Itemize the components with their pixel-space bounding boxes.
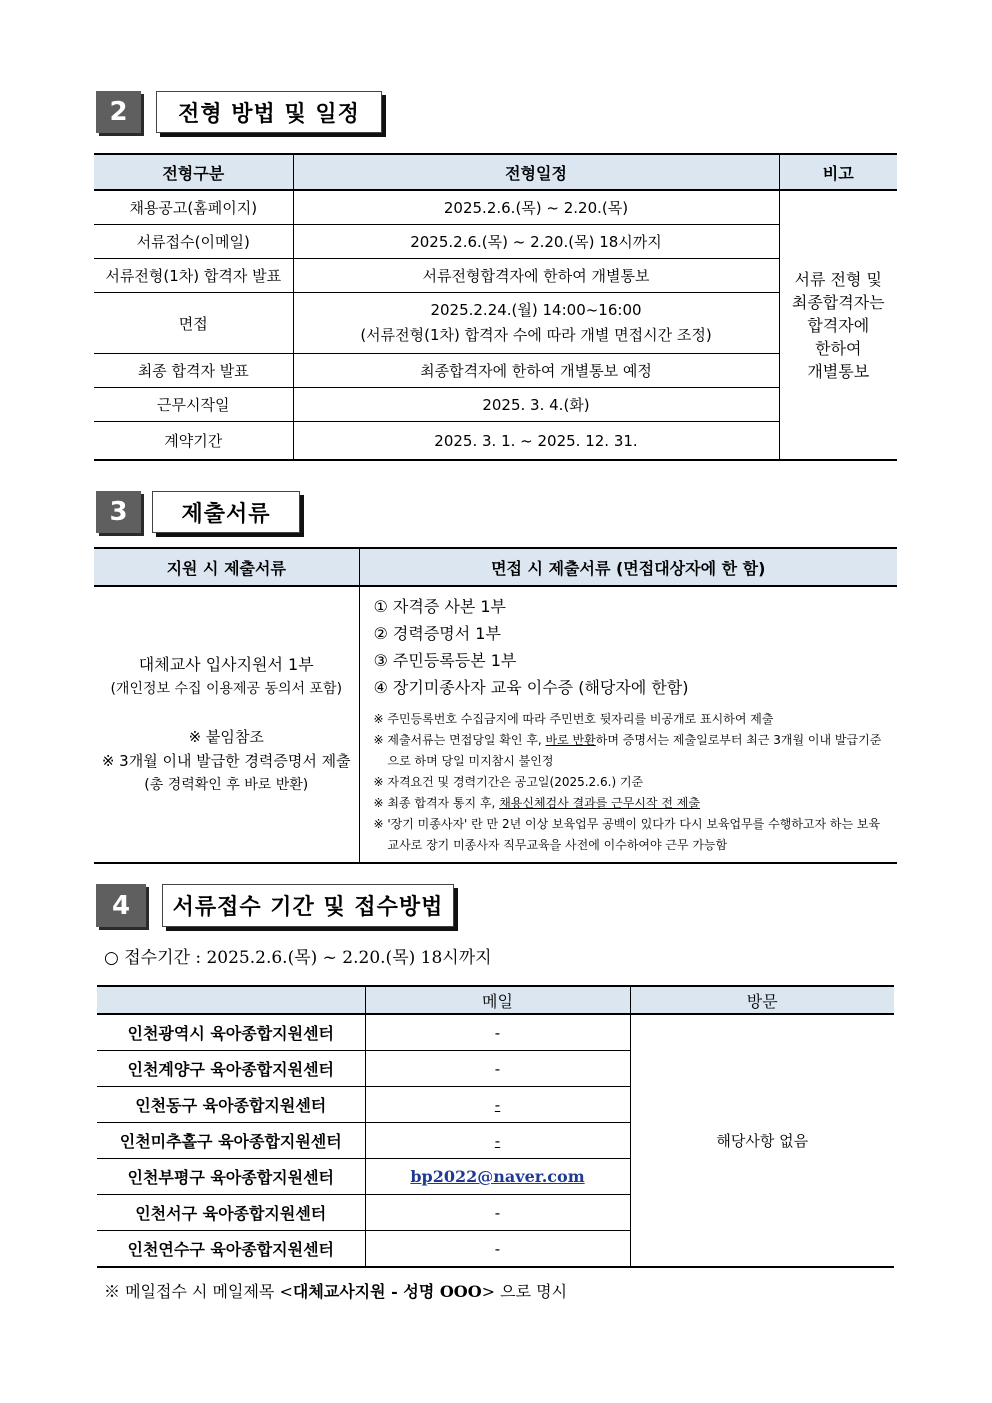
- section2-title: 전형 방법 및 일정: [156, 91, 382, 133]
- note-text: ※ 최종 합격자 통지 후,: [373, 796, 500, 810]
- header-interview-docs: 면접 시 제출서류 (면접대상자에 한 함): [359, 548, 897, 586]
- table-header-row: [94, 154, 897, 190]
- mail-link[interactable]: bp2022@naver.com: [410, 1167, 585, 1186]
- note-line: ※ 주민등록번호 수집금지에 따라 주민번호 뒷자리를 비공개로 표시하여 제출: [373, 712, 774, 726]
- table-row: [94, 586, 897, 863]
- mail-subject-footnote: [104, 1279, 567, 1302]
- section3-header: [96, 491, 300, 533]
- table-row: [94, 388, 897, 422]
- row-category: 면접: [94, 293, 293, 354]
- mail-link[interactable]: -: [494, 1095, 501, 1114]
- row-schedule: 최종합격자에 한하여 개별통보 예정: [293, 354, 779, 388]
- apply-doc-line: 대체교사 입사지원서 1부: [138, 654, 314, 674]
- section2-number: 2: [96, 91, 141, 133]
- row-schedule: 2025.2.6.(목) ~ 2.20.(목): [293, 190, 779, 225]
- row-category: 채용공고(홈페이지): [94, 190, 293, 225]
- note-underline: 채용신체검사 결과를 근무시작 전 제출: [499, 796, 700, 810]
- apply-doc-line: ※ 3개월 이내 발급한 경력증명서 제출: [101, 751, 351, 770]
- footnote-text: ※ 메일접수 시 메일제목 <: [104, 1282, 293, 1301]
- note-line: 서류 전형 및: [794, 269, 882, 289]
- mail-value: -: [365, 1051, 630, 1087]
- note-line: 합격자에: [807, 315, 870, 335]
- mail-link[interactable]: -: [494, 1131, 501, 1150]
- header-blank: [97, 986, 365, 1014]
- table-row: [94, 422, 897, 461]
- mail-value: -: [365, 1195, 630, 1231]
- center-name: 인천서구 육아종합지원센터: [97, 1195, 365, 1231]
- row-category: 최종 합격자 발표: [94, 354, 293, 388]
- table-row: [94, 293, 897, 354]
- section3-number: 3: [96, 491, 141, 533]
- note-line: 개별통보: [807, 361, 870, 381]
- mail-value[interactable]: [365, 1123, 630, 1159]
- row-category: 서류전형(1차) 합격자 발표: [94, 259, 293, 293]
- row-category: 계약기간: [94, 422, 293, 461]
- section4-number: 4: [96, 884, 146, 927]
- mail-value: -: [365, 1231, 630, 1268]
- submission-period: ○ 접수기간 : 2025.2.6.(목) ~ 2.20.(목) 18시까지: [104, 948, 492, 968]
- table-row: [97, 1014, 894, 1051]
- center-name: 인천동구 육아종합지원센터: [97, 1087, 365, 1123]
- note-line: [374, 730, 888, 772]
- row-schedule: 2025. 3. 4.(화): [293, 388, 779, 422]
- documents-table: [94, 547, 897, 864]
- note-text: 하며 증명서는 제출일로부터 최근 3개월 이내 발급기준으로 하며 당일 미지참시 불인정: [387, 733, 882, 768]
- note-cell: [779, 190, 897, 460]
- table-row: [94, 190, 897, 225]
- center-name: 인천연수구 육아종합지원센터: [97, 1231, 365, 1268]
- apply-doc-line: (총 경력확인 후 바로 반환): [144, 776, 309, 793]
- note-line: 최종합격자는: [791, 292, 885, 312]
- submission-table: [97, 985, 894, 1268]
- center-name: 인천광역시 육아종합지원센터: [97, 1014, 365, 1051]
- header-note: 비고: [779, 154, 897, 190]
- header-schedule: 전형일정: [293, 154, 779, 190]
- apply-docs-cell: [94, 586, 359, 863]
- interview-time: 2025.2.24.(월) 14:00~16:00: [430, 301, 642, 319]
- interview-doc-item: ① 자격증 사본 1부: [373, 597, 507, 616]
- row-schedule: 2025.2.6.(목) ~ 2.20.(목) 18시까지: [293, 225, 779, 259]
- footnote-text: > 으로 명시: [481, 1282, 568, 1301]
- interview-docs-cell: [359, 586, 897, 863]
- note-text: ※ 제출서류는 면접당일 확인 후,: [373, 733, 546, 747]
- table-row: [94, 354, 897, 388]
- header-category: 전형구분: [94, 154, 293, 190]
- apply-doc-line: (개인정보 수집 이용제공 동의서 포함): [110, 680, 343, 697]
- apply-doc-line: ※ 붙임참조: [188, 727, 264, 746]
- row-schedule: 서류전형합격자에 한하여 개별통보: [293, 259, 779, 293]
- interview-doc-item: ③ 주민등록등본 1부: [373, 651, 517, 670]
- center-name: 인천계양구 육아종합지원센터: [97, 1051, 365, 1087]
- table-header-row: [97, 986, 894, 1014]
- row-schedule: 2025. 3. 1. ~ 2025. 12. 31.: [293, 422, 779, 461]
- center-name: 인천부평구 육아종합지원센터: [97, 1159, 365, 1195]
- mail-value[interactable]: [365, 1087, 630, 1123]
- center-name: 인천미추홀구 육아종합지원센터: [97, 1123, 365, 1159]
- footnote-bold: 대체교사지원 - 성명 OOO: [292, 1282, 482, 1301]
- section4-header: [96, 884, 454, 927]
- table-header-row: [94, 548, 897, 586]
- interview-note: (서류전형(1차) 합격자 수에 따라 개별 면접시간 조정): [360, 326, 712, 344]
- note-line: 한하여: [815, 338, 862, 358]
- mail-value: -: [365, 1014, 630, 1051]
- note-line: ※ 자격요건 및 경력기간은 공고일(2025.2.6.) 기준: [373, 775, 644, 789]
- table-row: [94, 225, 897, 259]
- header-apply-docs: 지원 시 제출서류: [94, 548, 359, 586]
- table-row: [94, 259, 897, 293]
- mail-value[interactable]: [365, 1159, 630, 1195]
- note-underline: 바로 반환: [545, 733, 596, 747]
- row-category: 근무시작일: [94, 388, 293, 422]
- visit-value: 해당사항 없음: [630, 1014, 894, 1267]
- interview-doc-item: ② 경력증명서 1부: [373, 624, 501, 643]
- section4-title: 서류접수 기간 및 접수방법: [162, 884, 454, 927]
- header-mail: 메일: [365, 986, 630, 1014]
- interview-doc-item: ④ 장기미종사자 교육 이수증 (해당자에 한함): [373, 678, 689, 697]
- section3-title: 제출서류: [152, 491, 300, 533]
- row-schedule: [293, 293, 779, 354]
- header-visit: 방문: [630, 986, 894, 1014]
- section2-header: [96, 91, 382, 133]
- note-line: [374, 793, 888, 814]
- note-line: ※ '장기 미종사자' 란 만 2년 이상 보육업무 공백이 있다가 다시 보육업무를 수행하고자 하는 보육교사로 장기 미종사자 직무교육을 사전에 이수하여야 근무 가능함: [373, 817, 881, 852]
- schedule-table: [94, 153, 897, 461]
- row-category: 서류접수(이메일): [94, 225, 293, 259]
